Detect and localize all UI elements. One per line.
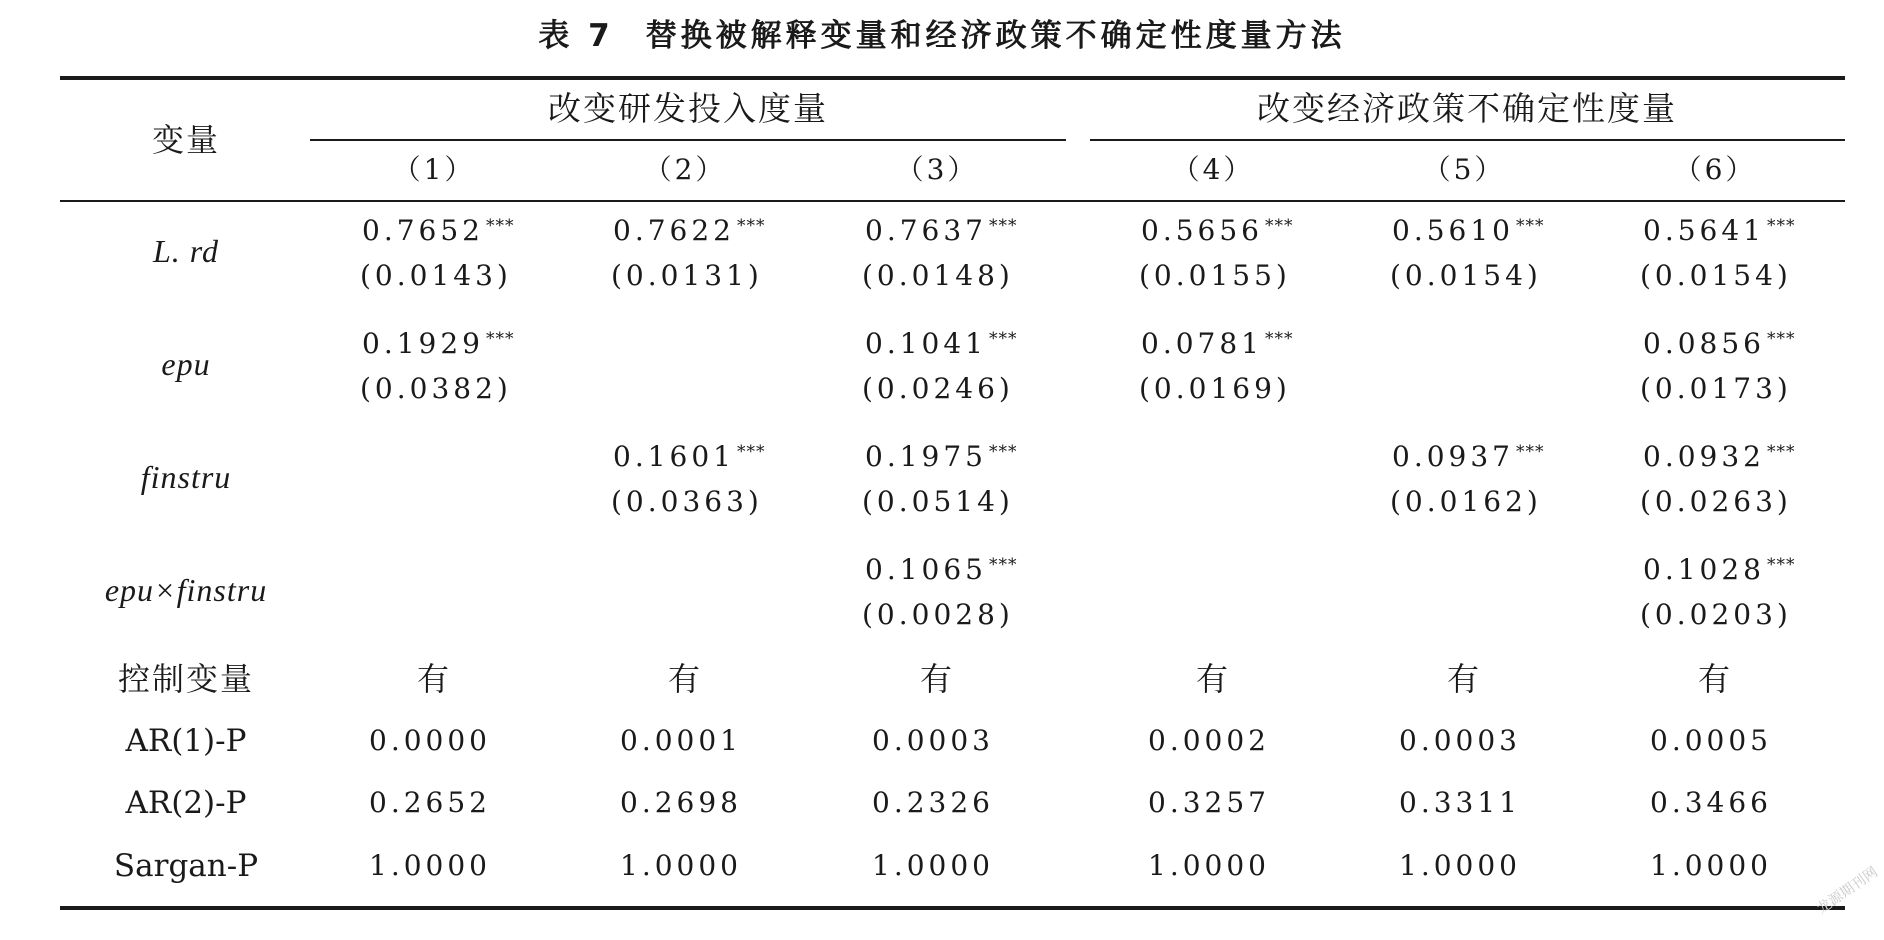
standard-error: (0.0382) xyxy=(360,372,512,405)
significance-stars: *** xyxy=(485,216,515,236)
stat-value: 0.0003 xyxy=(1399,724,1521,757)
coefficient-value: 0.1065 xyxy=(865,553,987,586)
coefficient xyxy=(1141,206,1293,246)
stat-label: AR(2)-P xyxy=(125,785,247,821)
standard-error: (0.0246) xyxy=(862,372,1014,405)
significance-stars: *** xyxy=(988,216,1018,236)
coefficient-value: 0.0932 xyxy=(1643,440,1765,473)
column-header: （3） xyxy=(895,153,979,186)
bottom-rule xyxy=(60,906,1845,910)
standard-error: (0.0514) xyxy=(862,485,1014,518)
significance-stars: *** xyxy=(988,442,1018,462)
stat-value: 1.0000 xyxy=(872,849,994,882)
stat-value: 1.0000 xyxy=(1399,849,1521,882)
standard-error: (0.0173) xyxy=(1640,372,1792,405)
coefficient xyxy=(1141,319,1293,359)
standard-error: (0.0203) xyxy=(1640,598,1792,631)
coefficient-value: 0.1601 xyxy=(613,440,735,473)
significance-stars: *** xyxy=(988,329,1018,349)
coefficient-value: 0.1929 xyxy=(362,327,484,360)
stat-value: 0.0000 xyxy=(369,724,491,757)
standard-error: (0.0162) xyxy=(1390,485,1542,518)
variable-label: finstru xyxy=(140,459,232,495)
coefficient-value: 0.1028 xyxy=(1643,553,1765,586)
standard-error: (0.0028) xyxy=(862,598,1014,631)
column-header: （5） xyxy=(1422,153,1506,186)
standard-error: (0.0154) xyxy=(1640,259,1792,292)
standard-error: (0.0154) xyxy=(1390,259,1542,292)
significance-stars: *** xyxy=(736,442,766,462)
standard-error: (0.0169) xyxy=(1139,372,1291,405)
coefficient xyxy=(613,206,765,246)
significance-stars: *** xyxy=(1766,555,1796,575)
top-rule xyxy=(60,76,1845,80)
controls-label: 控制变量 xyxy=(117,660,255,698)
header-rule xyxy=(60,200,1845,202)
coefficient xyxy=(362,319,514,359)
standard-error: (0.0363) xyxy=(611,485,763,518)
significance-stars: *** xyxy=(736,216,766,236)
table-title-text: 替换被解释变量和经济政策不确定性度量方法 xyxy=(645,18,1346,54)
coefficient-value: 0.5610 xyxy=(1392,214,1514,247)
controls-value: 有 xyxy=(1446,660,1482,698)
controls-value: 有 xyxy=(416,660,452,698)
controls-value: 有 xyxy=(1697,660,1733,698)
coefficient xyxy=(1392,432,1544,472)
column-header: （6） xyxy=(1673,153,1757,186)
coefficient-value: 0.5641 xyxy=(1643,214,1765,247)
coefficient-value: 0.0856 xyxy=(1643,327,1765,360)
stat-label: AR(1)-P xyxy=(125,723,247,759)
significance-stars: *** xyxy=(988,555,1018,575)
controls-value: 有 xyxy=(667,660,703,698)
stat-value: 0.2698 xyxy=(620,786,742,819)
watermark: 龙源期刊网 xyxy=(1814,864,1881,918)
stat-label: Sargan-P xyxy=(113,848,259,884)
significance-stars: *** xyxy=(1264,329,1294,349)
stat-value: 0.0005 xyxy=(1650,724,1772,757)
variable-header: 变量 xyxy=(151,121,221,159)
coefficient xyxy=(362,206,514,246)
table-title xyxy=(0,12,1884,60)
significance-stars: *** xyxy=(1515,442,1545,462)
stat-value: 0.3311 xyxy=(1399,786,1521,819)
coefficient-value: 0.1975 xyxy=(865,440,987,473)
coefficient-value: 0.7622 xyxy=(613,214,735,247)
coefficient-value: 0.0781 xyxy=(1141,327,1263,360)
table-label: 表 7 xyxy=(538,18,614,54)
coefficient xyxy=(613,432,765,472)
coefficient xyxy=(865,319,1017,359)
coefficient xyxy=(1643,545,1795,585)
group-rule-left xyxy=(310,139,1066,141)
coefficient-value: 0.0937 xyxy=(1392,440,1514,473)
group-header-rd: 改变研发投入度量 xyxy=(548,89,828,128)
stat-value: 1.0000 xyxy=(620,849,742,882)
stat-value: 0.0003 xyxy=(872,724,994,757)
group-rule-right xyxy=(1090,139,1845,141)
stat-value: 0.2326 xyxy=(872,786,994,819)
controls-value: 有 xyxy=(919,660,955,698)
standard-error: (0.0148) xyxy=(862,259,1014,292)
variable-label: epu xyxy=(161,346,211,382)
standard-error: (0.0263) xyxy=(1640,485,1792,518)
coefficient xyxy=(1643,319,1795,359)
coefficient xyxy=(1643,432,1795,472)
coefficient-value: 0.7637 xyxy=(865,214,987,247)
group-header-epu: 改变经济政策不确定性度量 xyxy=(1257,89,1677,128)
stat-value: 1.0000 xyxy=(369,849,491,882)
standard-error: (0.0131) xyxy=(611,259,763,292)
coefficient xyxy=(865,432,1017,472)
significance-stars: *** xyxy=(1515,216,1545,236)
standard-error: (0.0155) xyxy=(1139,259,1291,292)
coefficient xyxy=(1643,206,1795,246)
variable-label: L. rd xyxy=(152,233,220,269)
column-header: （1） xyxy=(392,153,476,186)
coefficient xyxy=(1392,206,1544,246)
coefficient-value: 0.5656 xyxy=(1141,214,1263,247)
stat-value: 0.3466 xyxy=(1650,786,1772,819)
stat-value: 1.0000 xyxy=(1650,849,1772,882)
stat-value: 0.0001 xyxy=(620,724,742,757)
coefficient xyxy=(865,206,1017,246)
coefficient-value: 0.1041 xyxy=(865,327,987,360)
column-header: （4） xyxy=(1171,153,1255,186)
significance-stars: *** xyxy=(1766,329,1796,349)
standard-error: (0.0143) xyxy=(360,259,512,292)
coefficient-value: 0.7652 xyxy=(362,214,484,247)
significance-stars: *** xyxy=(1264,216,1294,236)
stat-value: 1.0000 xyxy=(1148,849,1270,882)
significance-stars: *** xyxy=(485,329,515,349)
column-header: （2） xyxy=(643,153,727,186)
significance-stars: *** xyxy=(1766,216,1796,236)
stat-value: 0.2652 xyxy=(369,786,491,819)
coefficient xyxy=(865,545,1017,585)
significance-stars: *** xyxy=(1766,442,1796,462)
controls-value: 有 xyxy=(1195,660,1231,698)
stat-value: 0.3257 xyxy=(1148,786,1270,819)
variable-label: epu×finstru xyxy=(104,572,268,608)
stat-value: 0.0002 xyxy=(1148,724,1270,757)
